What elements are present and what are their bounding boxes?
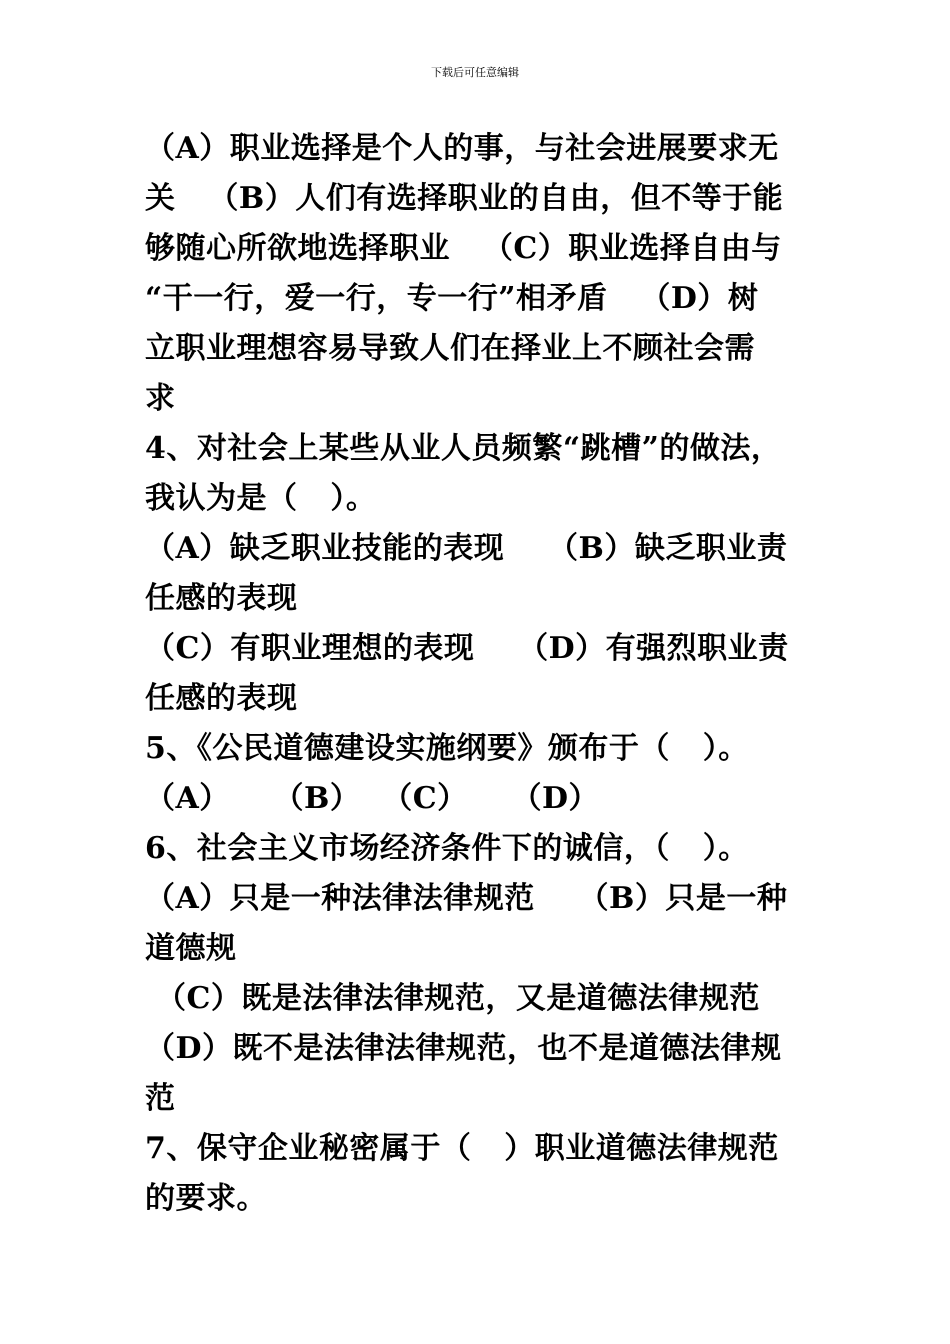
page-header: 下载后可任意编辑 — [431, 66, 519, 79]
question-7-line: 7、保守企业秘密属于（ ）职业道德法律规范 — [145, 1131, 779, 1166]
text-line: （D）既不是法律法律规范，也不是道德法律规 — [145, 1031, 782, 1066]
text-line: （C）有职业理想的表现 （D）有强烈职业责 — [145, 631, 789, 666]
text-line: （A）职业选择是个人的事，与社会进展要求无 — [145, 131, 779, 166]
text-line: 范 — [145, 1081, 176, 1116]
text-line: 立职业理想容易导致人们在择业上不顾社会需 — [145, 331, 755, 366]
text-line: （C）既是法律法律规范，又是道德法律规范 — [145, 981, 760, 1016]
text-line: 关 （B）人们有选择职业的自由，但不等于能 — [145, 181, 784, 216]
text-line: 任感的表现 — [145, 681, 298, 716]
text-line: 道德规 — [145, 931, 237, 966]
question-5-line: 5、《公民道德建设实施纲要》颁布于（ ）。 — [145, 731, 749, 766]
text-line: 求 — [145, 381, 176, 416]
text-line: （A）缺乏职业技能的表现 （B）缺乏职业责 — [145, 531, 788, 566]
text-line: 我认为是（ ）。 — [145, 481, 377, 516]
text-line: 的要求。 — [145, 1181, 267, 1216]
text-line: 够随心所欲地选择职业 （C）职业选择自由与 — [145, 231, 782, 266]
text-line: （A）只是一种法律法律规范 （B）只是一种 — [145, 881, 788, 916]
text-line: （A） （B） （C） （D） — [145, 781, 599, 816]
document-body — [145, 124, 830, 1224]
text-line: 任感的表现 — [145, 581, 298, 616]
text-line: “干一行，爱一行，专一行”相矛盾 （D）树 — [145, 281, 759, 316]
question-4-line: 4、对社会上某些从业人员频繁“跳槽”的做法， — [145, 431, 782, 466]
question-6-line: 6、社会主义市场经济条件下的诚信，（ ）。 — [145, 831, 749, 866]
